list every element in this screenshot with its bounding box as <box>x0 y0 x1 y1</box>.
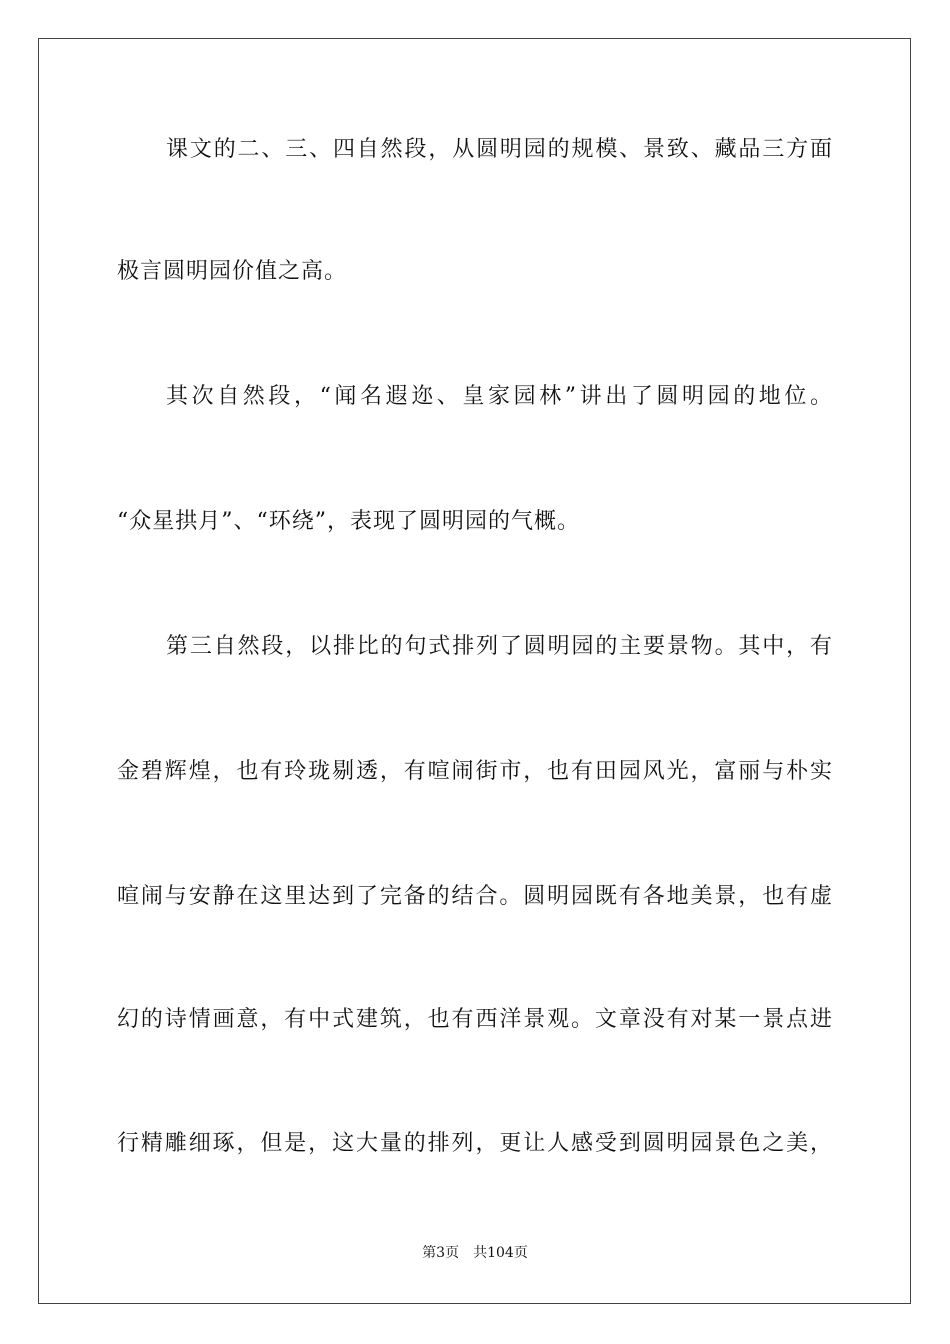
page-border <box>38 38 911 1304</box>
paragraph-line: “众星拱月”、“环绕”，表现了圆明园的气概。 <box>117 509 580 534</box>
paragraph-line: 第三自然段，以排比的句式排列了圆明园的主要景物。其中，有 <box>166 634 832 659</box>
paragraph-line: 金碧辉煌，也有玲珑剔透，有喧闹街市，也有田园风光，富丽与朴实 <box>117 759 832 784</box>
page-footer <box>0 1243 950 1263</box>
paragraph-line: 课文的二、三、四自然段，从圆明园的规模、景致、藏品三方面 <box>166 137 832 162</box>
paragraph-line: 极言圆明园价值之高。 <box>117 259 348 284</box>
paragraph-line: 其次自然段，“闻名遐迩、皇家园林”讲出了圆明园的地位。 <box>166 384 832 409</box>
page-number: 第3页 <box>422 1245 460 1261</box>
page-total: 共104页 <box>473 1245 528 1261</box>
paragraph-line: 幻的诗情画意，有中式建筑，也有西洋景观。文章没有对某一景点进 <box>117 1007 832 1032</box>
paragraph-line: 行精雕细琢，但是，这大量的排列，更让人感受到圆明园景色之美， <box>117 1131 832 1156</box>
paragraph-line: 喧闹与安静在这里达到了完备的结合。圆明园既有各地美景，也有虚 <box>117 884 832 909</box>
